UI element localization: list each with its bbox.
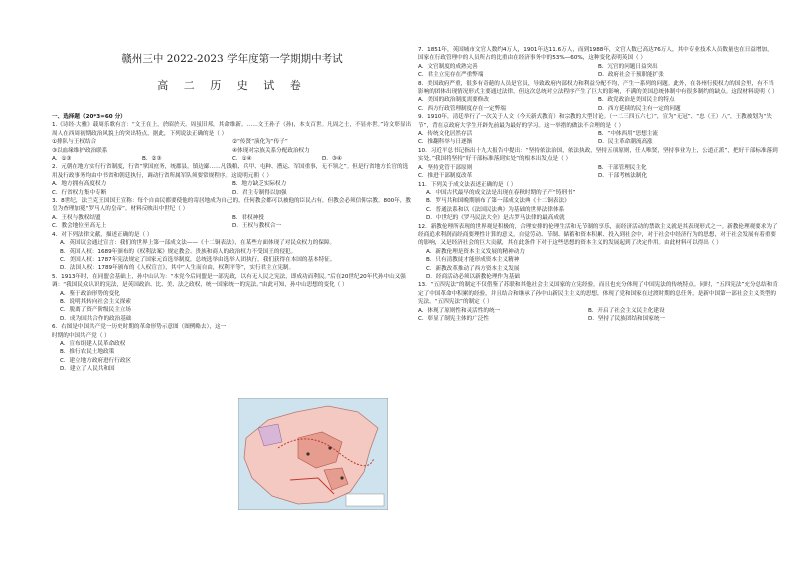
option: A．王权与教权结盟 — [52, 214, 101, 221]
option-row — [52, 189, 412, 197]
option: C．教会地位至高无上 — [52, 223, 107, 230]
option: B．政党政治是美国民主的特点 — [598, 97, 675, 104]
option: B．只有清教徒才能形成资本主义精神 — [426, 257, 520, 264]
option: B．开启了社会主义民主化建设 — [588, 307, 665, 314]
question-stem: 6．右图是中国共产党一历史时期的革命形势示意图（图例略去），这一时期的中国共产党（ ） — [52, 324, 227, 339]
option: A．英国议会通过宣言：我们的世界上第一部成文法——《十二铜表法》，在某些方面体现了对民众权力的保障。 — [60, 240, 336, 247]
option-row — [52, 155, 412, 163]
map-city-marker — [340, 476, 343, 479]
question-stem: 7．1851年，英国城市文官人数约4万人，1901年达11.6万人，而到1988年，文官人数已高达76万人，其中专业技术人员数量也在日益增加，国家在行政管理中的人员所占的比重由在经济事务中的53%—60%，这种变化表明英国（ ） — [418, 47, 773, 62]
question-5 — [52, 273, 412, 323]
question-stem: 4．对下列法律文献，描述正确的是（ ） — [52, 231, 153, 238]
question-2 — [52, 163, 412, 197]
option-row — [418, 307, 778, 315]
option: C．推翻科举与日逐渐 — [418, 139, 473, 146]
statement: ④体现对宗族关系分配政治权力 — [232, 147, 310, 154]
option: B．“中体西用”思想主流 — [598, 131, 658, 138]
option: A．文官制度的成熟完善 — [418, 63, 478, 70]
question-stem: 11．下列关于成文法表述正确的是（ ） — [418, 181, 517, 188]
option: D．坚持了民族团结和国家统一 — [588, 316, 666, 322]
question-13 — [418, 281, 778, 323]
option: A．美国的政治制度需要修改 — [418, 97, 489, 104]
option: C．行省权力集中专断 — [52, 189, 107, 196]
question-3 — [52, 197, 412, 231]
option: C．西方行政管理制度存在一定弊端 — [418, 105, 506, 112]
option: B．说明其转向社会主义探索 — [60, 298, 131, 305]
option: B．冗官的问题日益突出 — [598, 63, 658, 70]
option-row — [418, 130, 778, 138]
question-stem: 13．“五四宪法”的制定不仅借鉴了苏联和其他社会主义国家的立宪经验，而且也充分体现了中国宪法的传统特点。同时，“五四宪法”充分总结和肯定了中国革命中积累的经验，并且结合和继承了孙中山新民主主义的思想，体现了党和国家在过渡时期的总任务，是新中国第一部社会主义类型的宪法。“五四宪法”的制定（ ） — [418, 282, 778, 306]
option: B．君权神授 — [232, 214, 264, 221]
option: D．君主专制得以加强 — [232, 189, 287, 196]
question-8 — [418, 80, 778, 114]
option: C．①④ — [232, 156, 252, 163]
option: C．新教改革推动了西方资本主义发展 — [426, 265, 520, 272]
revolution-map — [238, 398, 388, 510]
option: B．推行农民土地政策 — [60, 349, 115, 356]
option: B．英国人权：1689年颁布的《权利法案》规定教会、贵族和商人的政治权力不受国王的侵犯。 — [60, 248, 297, 255]
statement-row — [52, 138, 412, 146]
option: D．成为国共合作的政治基础 — [60, 315, 132, 322]
question-stem: 3．8世纪，法兰克王国国王宣称：每个自由民都要使他的寄居地成为自己的，任何教会都可以被他的臣民占有，但教会必须信仰宗教。800年，教皇为查理加冕“罗马人的皇帝”。材料反映出中世纪（ ） — [52, 198, 412, 213]
option-row — [52, 180, 412, 188]
option: C．彰显了制宪主体的广泛性 — [418, 316, 490, 322]
statement: ①排队与王权结合 — [52, 139, 97, 146]
section-heading: 一、选择题（20*3=60 分） — [52, 114, 126, 120]
option-row — [418, 63, 778, 71]
map-city-marker — [306, 452, 309, 455]
question-stem: 12．新教伦理所表现的世界观是积极的，合理安排的伦理生活和无节制的享乐，而经济活动的禁欲主义就是其表现形式之一。新教伦理观要求为了经商追求利润而经商要理性计算的意义，自觉劳动、节制、储蓄和资本积累、投入到社会中，对于社会中经济行为的思想，对于社会发展有着重要的影响，又是经济社会的巨大贡献，其在此条件下对于这些思想的资本主义的发展起到了决定作用。由此材料可以得出（ ） — [418, 223, 778, 247]
left-column — [52, 0, 412, 374]
exam-subtitle: 高 二 历 史 试 卷 — [157, 79, 307, 92]
question-stem: 8．美国政府严重，很多有奇葩的人员是官员，导致政府内部权力和利益分配不均，产生一系列的问题。此外，在各州行使权力的国会里，有不当影响的团体出现情况形式主要通过法律，但这次总统对立法程序产生了巨大的影响，不满的美国总统体制中有很多制约的缺点。这段材料说明（ ） — [418, 80, 778, 96]
question-12 — [418, 223, 778, 282]
question-9 — [418, 113, 778, 147]
option: C．君主立宪存在严重弊端 — [418, 72, 484, 79]
option-row — [418, 71, 778, 79]
question-stem: 5．1913年时，在同盟会基础上，孙中山认为：“本党今后同盟是一部宪政，以有无人民之宪法，即成功而利民。”后在20世纪20年代孙中山又强调：“我国民众认识的宪法，是英国政治、比、美、法之政权，统一国家统一的宪法。”由此可知，孙中山思想的变化（ ） — [52, 273, 406, 289]
map-figure — [238, 398, 388, 510]
question-stem: 10．习近平总书记指出十九大报告中提出：“坚持依法治国，依法执政，坚持五项原则，任人唯贤，坚持事业为上，公道正派”，把好干部标准落到实处。”我国将坚持“好干部标准落到实处”的根本出发点是（ ） — [418, 147, 778, 163]
option-row — [418, 96, 778, 104]
option: B．干部管理民主化 — [598, 164, 647, 171]
map-city-marker — [328, 446, 331, 449]
question-7 — [418, 46, 778, 80]
option: B．地方缺乏实际权力 — [232, 181, 287, 188]
option: B．罗马共和国晚期颁布了第一部成文法典《十二铜表法》 — [426, 198, 570, 205]
option: D．干部考核法制化 — [598, 173, 648, 180]
option-row — [418, 315, 778, 323]
option: D．西方延续的民主有一定的问题 — [598, 105, 681, 112]
question-stem: 1.《诗经·大雅》载周乐歌有言：“文王在上，於昭於天。周虽旧邦，其命维新。……文王孙子（孙)，本支百世。凡周之士，不显亦世。”诗文彰显出周人在西周初期政治风貌上的突出特点，据此，下列说法正确的是（ ） — [52, 122, 412, 137]
option: A．体现了原则性和灵活性的统一 — [418, 307, 501, 314]
option: A．①③ — [52, 156, 72, 163]
option: C．脱离了资产阶级民主立场 — [60, 307, 132, 314]
option-row — [418, 172, 778, 180]
map-legend-box — [346, 494, 384, 506]
option: C．美国人权：1787年宪法规定了国家元首选举制度，总统选举由选举人团执行，我们获得在本国的基本特征。 — [60, 256, 336, 263]
statement: ②“传贤”演化为“传子” — [232, 139, 288, 146]
option: A．鉴于政治形势的变化 — [60, 290, 120, 297]
option: C．建立地方政府进行行政区 — [60, 357, 132, 364]
option: D．建立了人民共和国 — [60, 366, 115, 373]
exam-title: 赣州三中 2022-2023 学年度第一学期期中考试 — [121, 53, 343, 65]
option: C．普通法系和以《法国民法典》为基础的世界法律体系 — [426, 206, 565, 213]
option-row — [418, 164, 778, 172]
question-stem: 9．1910年，清廷举行了一次关于人文（今天新式教育）和宗教的大型讨论。（一二三四五六七）”，宣为“无冠”、“忠（王）八”，王教被划为“失节”，背在京政府大学生开辟先前最为最好的学习。这一举措的做法不合理的是（ ） — [418, 114, 773, 129]
option: D．经商活动必须以新教伦理作为基础 — [426, 273, 520, 280]
option-row — [418, 138, 778, 146]
option: A．新教伦理是资本主义发展的精神动力 — [426, 248, 525, 255]
option: D．民主革命潮流高涨 — [598, 139, 653, 146]
option: A．地方拥有高度权力 — [52, 181, 107, 188]
question-6 — [52, 323, 228, 373]
option: A．传统文化居然存活 — [418, 131, 473, 138]
option: C．推进干部制度改革 — [418, 173, 473, 180]
option: B．②③ — [142, 156, 162, 163]
option-row — [418, 105, 778, 113]
question-1 — [52, 121, 412, 163]
option: D．中世纪的《罗马民法大全》是古罗马法律的最高成就 — [426, 215, 565, 222]
option: D．政府社会干预职能扩张 — [598, 72, 664, 79]
right-column — [418, 46, 778, 323]
question-11 — [418, 181, 778, 223]
option: D．王权与教权合一 — [232, 223, 282, 230]
option: A．中国古代最早的成文法是出现在春秋时期的子产“铸刑书” — [426, 189, 576, 196]
option: D．法国人权：1789年颁布的《人权宣言》，其中“人生而自由，权利平等”，实行君主立宪制。 — [60, 265, 295, 272]
option: D．③④ — [322, 156, 342, 163]
option: A．坚持党管干部原则 — [418, 164, 473, 171]
statement: ③以血缘维护政治联系 — [52, 147, 108, 154]
option-row — [52, 214, 412, 222]
option: A．宣布组建人民革命政权 — [60, 340, 126, 347]
question-stem: 2．元朝在地方实行行省制度，行省“掌国庶务，统郡县，镇边鄙……凡钱粮、兵甲、屯种、漕运、军国重事，无不领之”。但是行省地方长官的选用及行政事务均由中书省和朝廷执行，调动行省所属军队须要常规程序。这说明元朝（ ） — [52, 164, 409, 179]
question-4 — [52, 231, 412, 273]
statement-row — [52, 147, 412, 155]
option-row — [52, 222, 412, 230]
question-10 — [418, 147, 778, 181]
